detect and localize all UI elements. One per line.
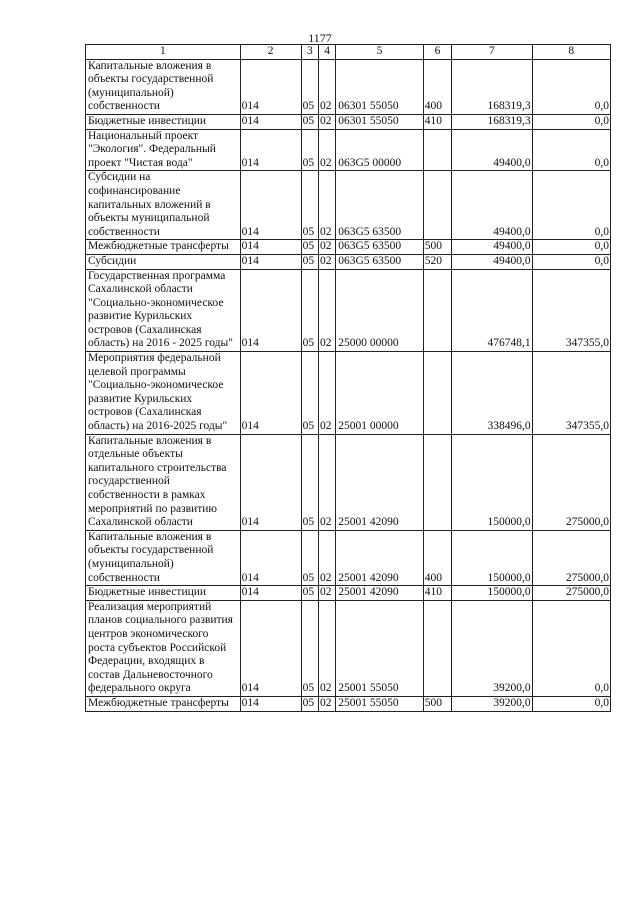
cell-amount-2020: 49400,0 [452, 129, 532, 171]
cell-section: 05 [301, 352, 318, 435]
cell-name: Мероприятия федеральной целевой программы "Социально-экономическое развитие Курильских островов (Сахалинская область) на 2016-2025 годы" [86, 352, 241, 435]
cell-expense-type: 410 [423, 114, 451, 129]
cell-name: Реализация мероприятий планов социального развития центров экономического роста субъектов Российской Федерации, входящих в состав Дальневосточного федерального округа [86, 600, 241, 696]
cell-subsection: 02 [318, 114, 335, 129]
cell-name: Национальный проект "Экология". Федеральный проект "Чистая вода" [86, 129, 241, 171]
cell-code: 014 [240, 530, 301, 585]
cell-amount-2021: 0,0 [532, 600, 610, 696]
cell-subsection: 02 [318, 59, 335, 114]
cell-amount-2020: 476748,1 [452, 269, 532, 352]
header-cell: 1 [86, 45, 241, 60]
cell-subsection: 02 [318, 352, 335, 435]
cell-code: 014 [240, 254, 301, 269]
cell-code: 014 [240, 269, 301, 352]
cell-target-article: 25001 42090 [336, 586, 424, 601]
cell-amount-2021: 0,0 [532, 240, 610, 255]
cell-amount-2021: 275000,0 [532, 530, 610, 585]
cell-subsection: 02 [318, 434, 335, 530]
cell-amount-2020: 49400,0 [452, 254, 532, 269]
cell-section: 05 [301, 129, 318, 171]
cell-section: 05 [301, 171, 318, 240]
cell-name: Бюджетные инвестиции [86, 586, 241, 601]
cell-name: Капитальные вложения в объекты государственной (муниципальной) собственности [86, 59, 241, 114]
cell-expense-type: 500 [423, 240, 451, 255]
cell-code: 014 [240, 240, 301, 255]
cell-target-article: 06301 55050 [336, 59, 424, 114]
cell-code: 014 [240, 586, 301, 601]
cell-amount-2020: 150000,0 [452, 530, 532, 585]
budget-table [85, 44, 611, 712]
cell-amount-2020: 49400,0 [452, 240, 532, 255]
header-cell: 6 [423, 45, 451, 60]
header-cell: 7 [452, 45, 532, 60]
cell-amount-2021: 0,0 [532, 59, 610, 114]
cell-code: 014 [240, 114, 301, 129]
cell-expense-type: 500 [423, 696, 451, 711]
cell-target-article: 063G5 63500 [336, 171, 424, 240]
cell-expense-type [423, 352, 451, 435]
page-number: 1177 [308, 31, 332, 45]
cell-expense-type: 400 [423, 59, 451, 114]
cell-section: 05 [301, 269, 318, 352]
header-row [86, 45, 611, 60]
cell-name: Субсидии [86, 254, 241, 269]
cell-amount-2021: 0,0 [532, 129, 610, 171]
table-row [86, 114, 611, 129]
cell-target-article: 063G5 63500 [336, 240, 424, 255]
cell-expense-type [423, 269, 451, 352]
table-row [86, 59, 611, 114]
cell-section: 05 [301, 696, 318, 711]
cell-name: Бюджетные инвестиции [86, 114, 241, 129]
cell-subsection: 02 [318, 530, 335, 585]
cell-amount-2020: 39200,0 [452, 696, 532, 711]
cell-section: 05 [301, 254, 318, 269]
cell-code: 014 [240, 352, 301, 435]
cell-code: 014 [240, 696, 301, 711]
table-row [86, 600, 611, 696]
cell-target-article: 25001 42090 [336, 434, 424, 530]
table-row [86, 352, 611, 435]
cell-code: 014 [240, 171, 301, 240]
cell-expense-type: 410 [423, 586, 451, 601]
cell-amount-2021: 275000,0 [532, 586, 610, 601]
cell-subsection: 02 [318, 254, 335, 269]
cell-name: Межбюджетные трансферты [86, 696, 241, 711]
cell-target-article: 063G5 63500 [336, 254, 424, 269]
cell-target-article: 25001 42090 [336, 530, 424, 585]
table-row [86, 254, 611, 269]
table-row [86, 696, 611, 711]
cell-section: 05 [301, 530, 318, 585]
cell-target-article: 06301 55050 [336, 114, 424, 129]
cell-amount-2020: 338496,0 [452, 352, 532, 435]
cell-expense-type [423, 600, 451, 696]
cell-subsection: 02 [318, 696, 335, 711]
cell-name: Капитальные вложения в объекты государственной (муниципальной) собственности [86, 530, 241, 585]
cell-section: 05 [301, 586, 318, 601]
cell-code: 014 [240, 434, 301, 530]
cell-amount-2020: 39200,0 [452, 600, 532, 696]
cell-target-article: 25000 00000 [336, 269, 424, 352]
cell-subsection: 02 [318, 586, 335, 601]
cell-amount-2021: 0,0 [532, 114, 610, 129]
cell-target-article: 063G5 00000 [336, 129, 424, 171]
table-row [86, 586, 611, 601]
cell-amount-2020: 168319,3 [452, 59, 532, 114]
cell-expense-type [423, 434, 451, 530]
cell-expense-type: 400 [423, 530, 451, 585]
table-row [86, 434, 611, 530]
cell-expense-type [423, 129, 451, 171]
cell-section: 05 [301, 240, 318, 255]
cell-subsection: 02 [318, 600, 335, 696]
table-row [86, 171, 611, 240]
cell-amount-2020: 150000,0 [452, 434, 532, 530]
cell-target-article: 25001 00000 [336, 352, 424, 435]
cell-section: 05 [301, 600, 318, 696]
cell-subsection: 02 [318, 240, 335, 255]
cell-subsection: 02 [318, 269, 335, 352]
cell-code: 014 [240, 129, 301, 171]
cell-section: 05 [301, 59, 318, 114]
cell-name: Субсидии на софинансирование капитальных вложений в объекты муниципальной собственности [86, 171, 241, 240]
cell-expense-type: 520 [423, 254, 451, 269]
cell-amount-2021: 347355,0 [532, 269, 610, 352]
cell-name: Межбюджетные трансферты [86, 240, 241, 255]
header-cell: 3 [301, 45, 318, 60]
cell-subsection: 02 [318, 129, 335, 171]
table-row [86, 129, 611, 171]
cell-expense-type [423, 171, 451, 240]
cell-amount-2021: 275000,0 [532, 434, 610, 530]
cell-name: Капитальные вложения в отдельные объекты капитального строительства государственной собственности в рамках мероприятий по развитию Сахалинской области [86, 434, 241, 530]
header-cell: 4 [318, 45, 335, 60]
cell-subsection: 02 [318, 171, 335, 240]
cell-section: 05 [301, 114, 318, 129]
cell-amount-2021: 347355,0 [532, 352, 610, 435]
cell-amount-2021: 0,0 [532, 254, 610, 269]
cell-target-article: 25001 55050 [336, 600, 424, 696]
header-cell: 5 [336, 45, 424, 60]
table-row [86, 240, 611, 255]
cell-amount-2020: 168319,3 [452, 114, 532, 129]
cell-code: 014 [240, 59, 301, 114]
cell-amount-2021: 0,0 [532, 696, 610, 711]
header-cell: 2 [240, 45, 301, 60]
table-row [86, 530, 611, 585]
header-cell: 8 [532, 45, 610, 60]
cell-amount-2020: 49400,0 [452, 171, 532, 240]
cell-amount-2020: 150000,0 [452, 586, 532, 601]
cell-code: 014 [240, 600, 301, 696]
cell-target-article: 25001 55050 [336, 696, 424, 711]
cell-section: 05 [301, 434, 318, 530]
cell-name: Государственная программа Сахалинской области "Социально-экономическое развитие Курильских островов (Сахалинская область) на 2016 - 2025 годы" [86, 269, 241, 352]
cell-amount-2021: 0,0 [532, 171, 610, 240]
table-row [86, 269, 611, 352]
